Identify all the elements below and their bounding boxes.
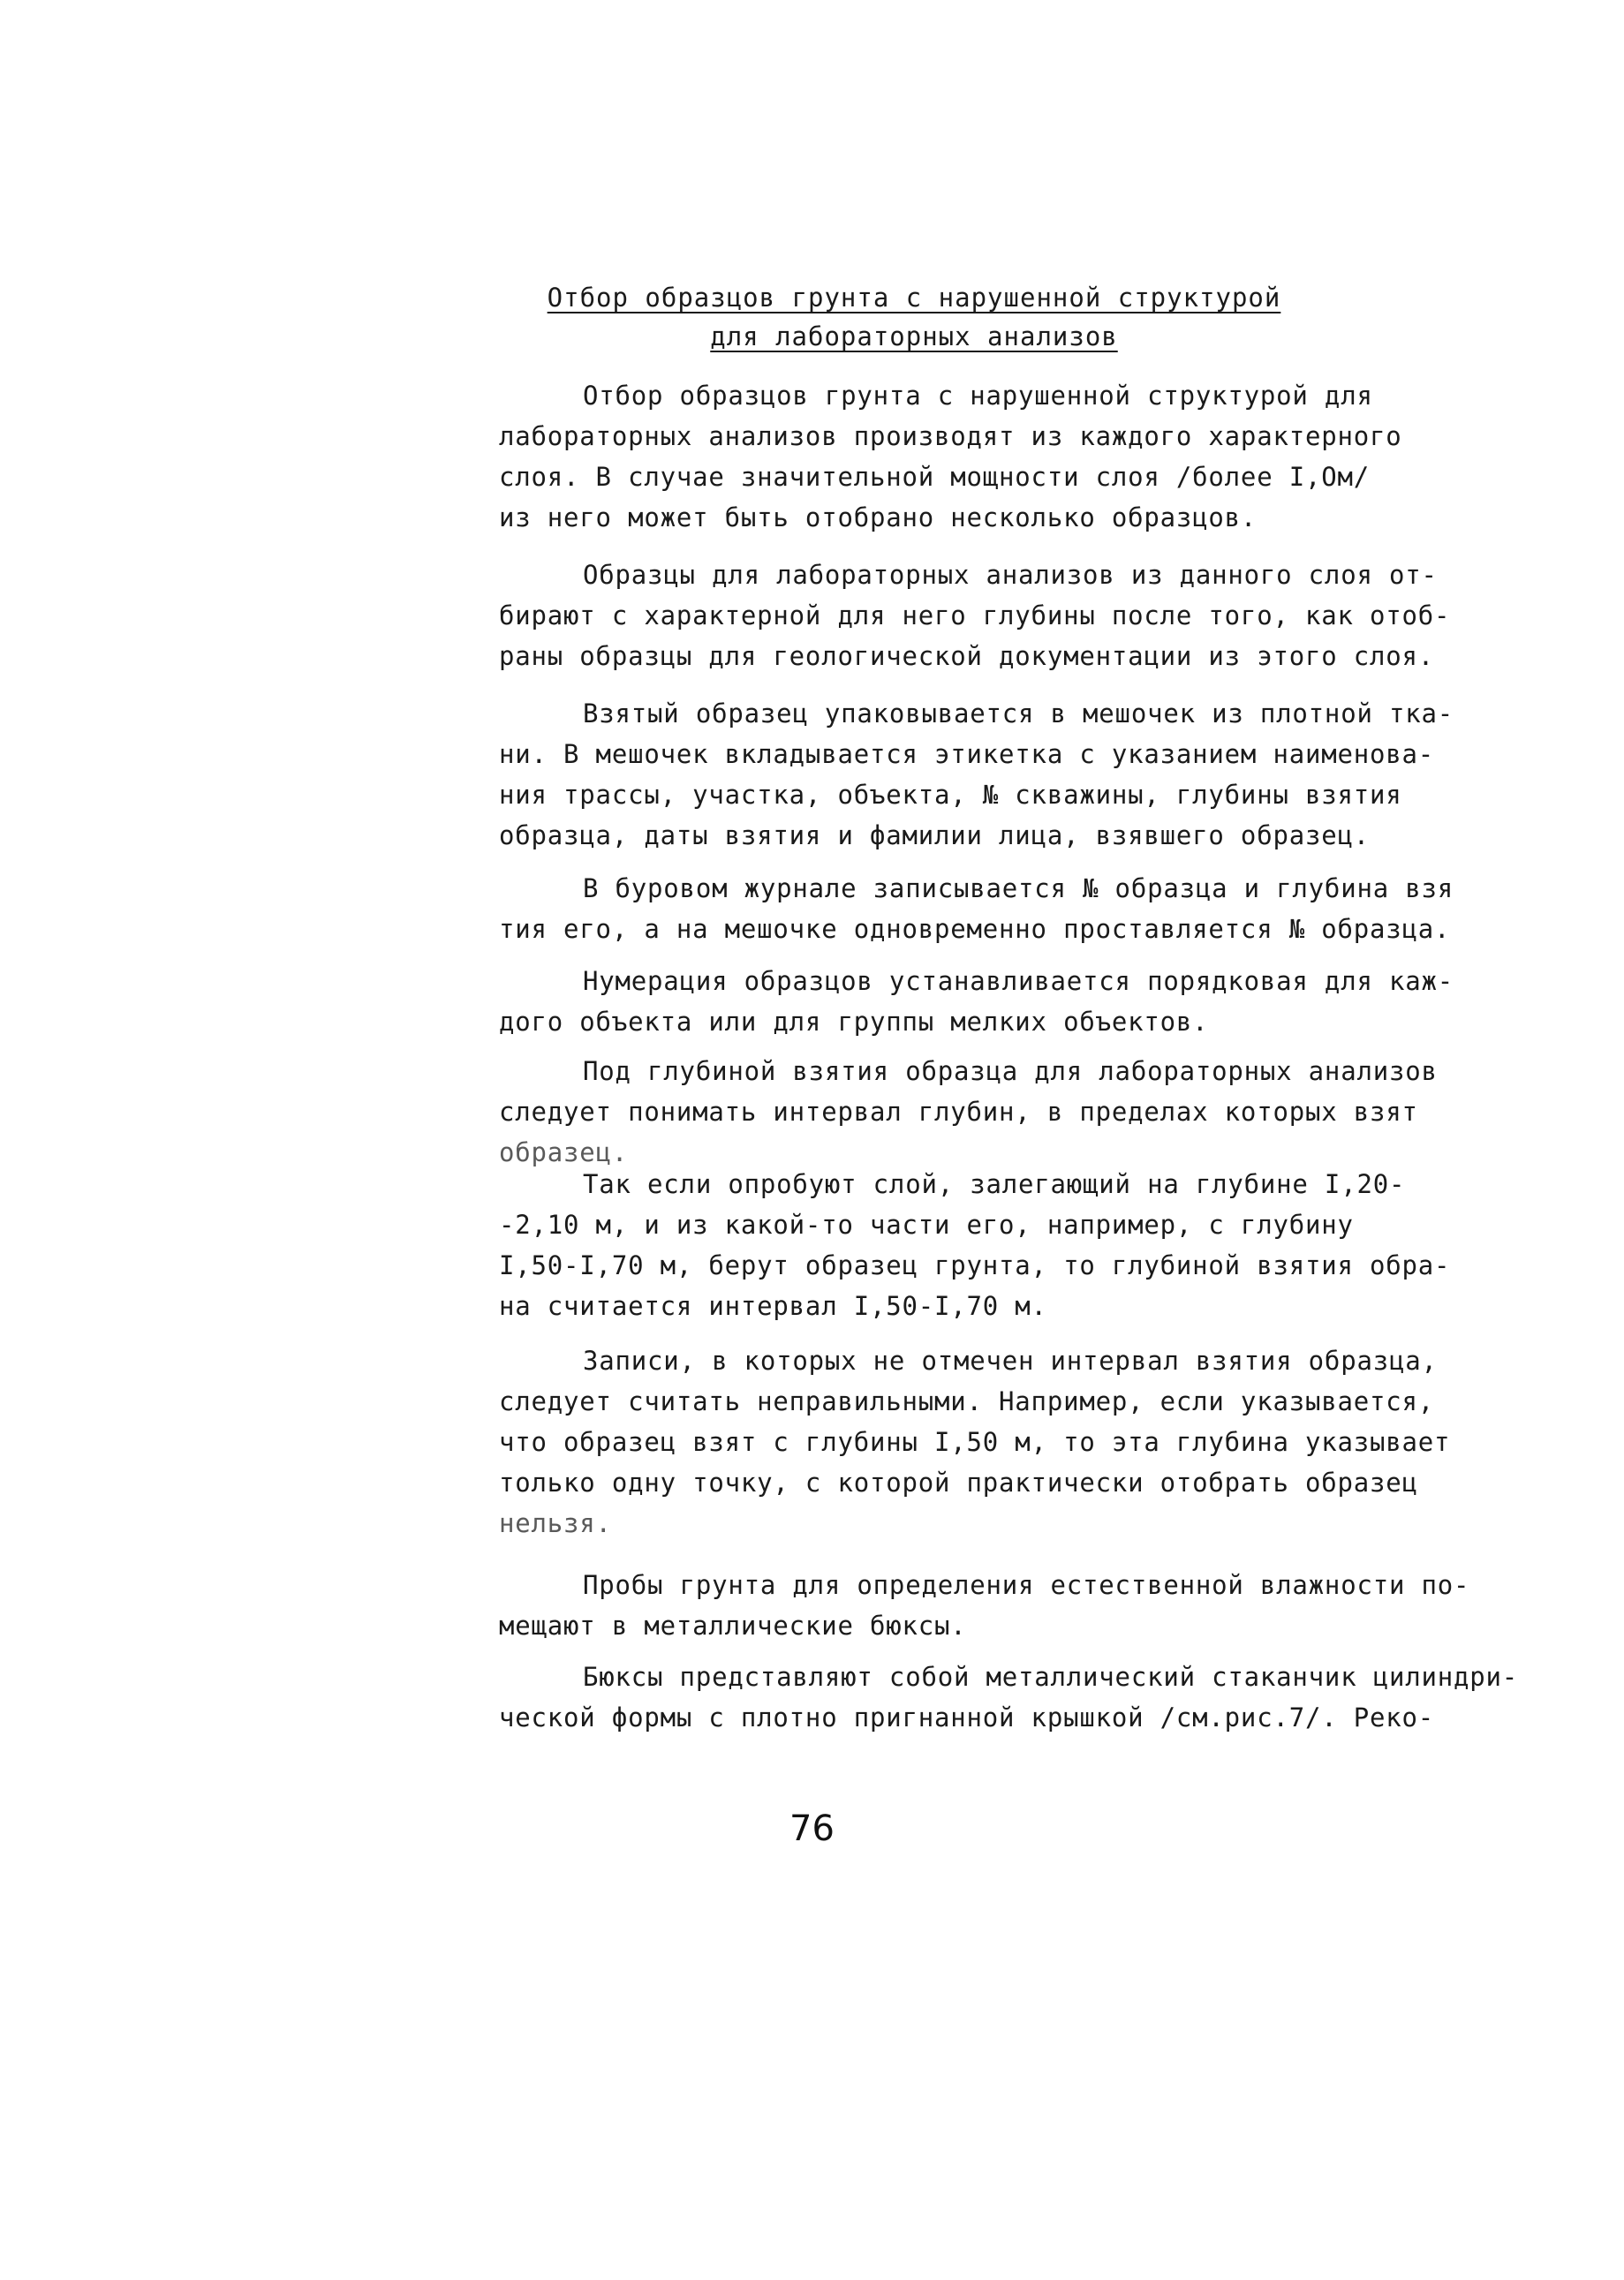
- paragraph-line: Под глубиной взятия образца для лабораторных анализов: [583, 1056, 1438, 1086]
- paragraph-line: слоя. В случае значительной мощности слоя /более I,Ом/: [499, 462, 1371, 492]
- paragraph-line: ни. В мешочек вкладывается этикетка с указанием наименова-: [499, 739, 1435, 769]
- paragraph-line: бирают с характерной для него глубины после того, как отоб-: [499, 600, 1451, 630]
- paragraph-line: следует считать неправильными. Например, если указывается,: [499, 1386, 1435, 1416]
- paragraph-line: мещают в металлические бюксы.: [499, 1611, 967, 1641]
- paragraph-line: из него может быть отобрано несколько образцов.: [499, 502, 1258, 532]
- document-title-line-1: Отбор образцов грунта с нарушенной структурой: [547, 283, 1281, 313]
- paragraph-line: Так если опробуют слой, залегающий на глубине I,20-: [583, 1169, 1406, 1199]
- paragraph-line: -2,10 м, и из какой-то части его, например, с глубину: [499, 1210, 1354, 1240]
- paragraph-line: лабораторных анализов производят из каждого характерного: [499, 421, 1402, 451]
- paragraph-6: [499, 1051, 1550, 1173]
- paragraph-line: раны образцы для геологической документации из этого слоя.: [499, 641, 1435, 671]
- document-title-line-2: для лабораторных анализов: [710, 321, 1118, 351]
- paragraph-line: на считается интервал I,50-I,70 м.: [499, 1291, 1047, 1321]
- paragraph-line: дого объекта или для группы мелких объектов.: [499, 1007, 1209, 1037]
- paragraph-line: нельзя.: [499, 1508, 612, 1538]
- page-number: 76: [789, 1808, 835, 1849]
- paragraph-4: [499, 868, 1550, 949]
- paragraph-line: Образцы для лабораторных анализов из данного слоя от-: [583, 560, 1438, 590]
- paragraph-10: [499, 1657, 1550, 1738]
- paragraph-line: Бюксы представляют собой металлический стаканчик цилиндри-: [583, 1662, 1519, 1692]
- paragraph-line: В буровом журнале записывается № образца и глубина взя: [583, 873, 1454, 903]
- paragraph-line: Взятый образец упаковывается в мешочек из плотной тка-: [583, 698, 1454, 729]
- paragraph-line: ческой формы с плотно пригнанной крышкой /см.рис.7/. Реко-: [499, 1702, 1435, 1733]
- paragraph-line: ния трассы, участка, объекта, № скважины, глубины взятия: [499, 780, 1402, 810]
- paragraph-line: Нумерация образцов устанавливается порядковая для каж-: [583, 966, 1454, 996]
- paragraph-8: [499, 1340, 1550, 1544]
- paragraph-line: Отбор образцов грунта с нарушенной структурой для: [583, 381, 1373, 411]
- paragraph-3: [499, 693, 1550, 856]
- paragraph-line: I,50-I,70 м, берут образец грунта, то глубиной взятия обра-: [499, 1250, 1451, 1280]
- paragraph-line: тия его, а на мешочке одновременно проставляется № образца.: [499, 914, 1451, 944]
- paragraph-1: [499, 375, 1550, 538]
- paragraph-line: Записи, в которых не отмечен интервал взятия образца,: [583, 1346, 1438, 1376]
- paragraph-line: что образец взят с глубины I,50 м, то эта глубина указывает: [499, 1427, 1451, 1457]
- paragraph-line: образец.: [499, 1137, 629, 1167]
- paragraph-line: образца, даты взятия и фамилии лица, взявшего образец.: [499, 820, 1371, 850]
- paragraph-line: только одну точку, с которой практически отобрать образец: [499, 1468, 1418, 1498]
- paragraph-line: Пробы грунта для определения естественной влажности по-: [583, 1570, 1470, 1600]
- paragraph-7: [499, 1164, 1550, 1326]
- paragraph-2: [499, 555, 1550, 676]
- paragraph-line: следует понимать интервал глубин, в пределах которых взят: [499, 1097, 1418, 1127]
- paragraph-9: [499, 1565, 1550, 1646]
- paragraph-5: [499, 961, 1550, 1042]
